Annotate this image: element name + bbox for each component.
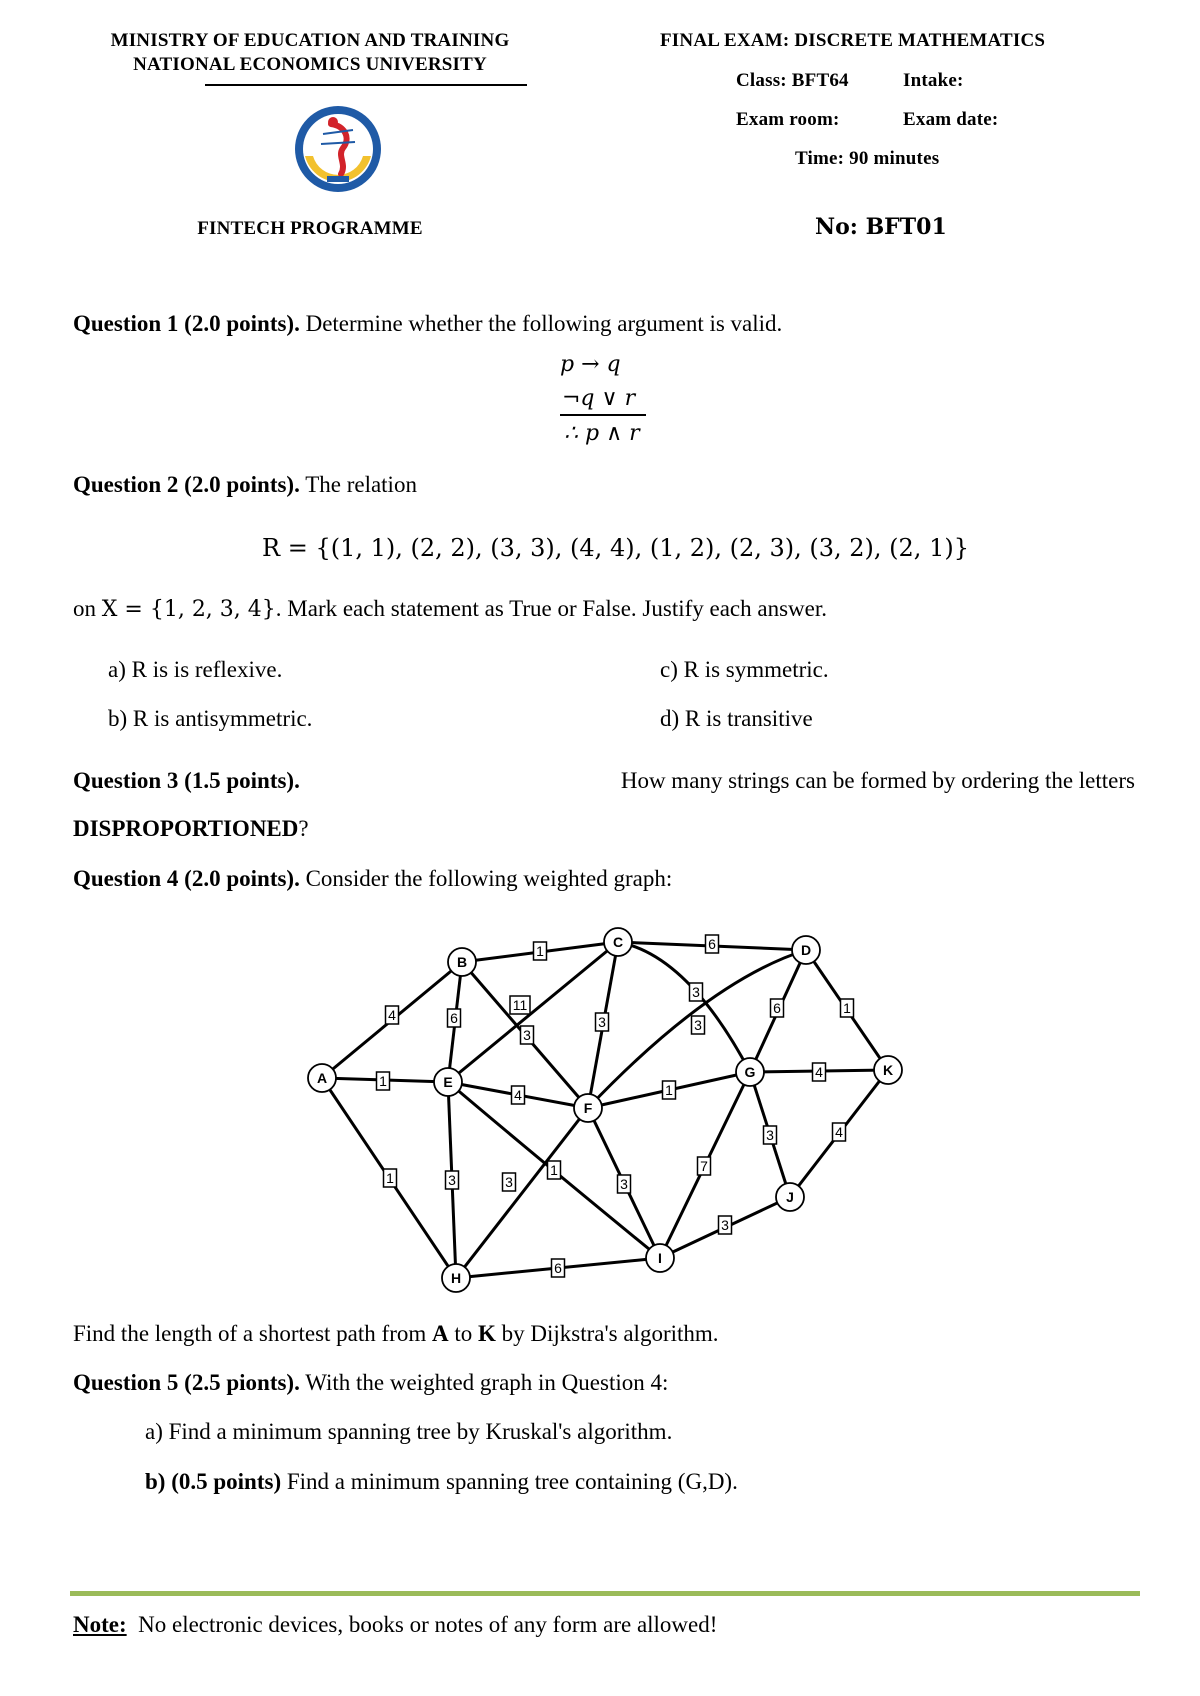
statement-d: d) R is transitive [660,706,813,731]
edge-f-h [456,1108,588,1278]
exam-room-label: Exam room: [736,109,840,130]
weight-label-h-i [552,1259,565,1277]
question-5 [73,1368,668,1398]
svg-text:F: F [583,1100,593,1116]
weight-label-i-j [719,1216,732,1234]
svg-text:7: 7 [700,1158,708,1174]
svg-text:1: 1 [843,1000,851,1016]
node-e [434,1068,462,1096]
weight-label-c-f [596,1013,609,1031]
task-text-post: by Dijkstra's algorithm. [495,1321,719,1346]
argument-rule [560,414,646,416]
task-target-node: K [478,1321,496,1346]
task-text-mid: to [448,1321,479,1346]
ministry-heading: MINISTRY OF EDUCATION AND TRAINING [110,30,510,51]
svg-text:1: 1 [386,1170,394,1186]
svg-text:4: 4 [514,1087,522,1103]
node-f [574,1094,602,1122]
weight-label-a-e [377,1072,390,1090]
graph-nodes [308,928,902,1292]
exam-date-label: Exam date: [903,109,999,130]
svg-text:I: I [658,1250,662,1266]
weight-label-d-g [771,999,784,1017]
svg-text:3: 3 [598,1014,606,1030]
question-3-end: ? [298,816,309,841]
weight-label-f-h [503,1173,516,1191]
question-3-text: How many strings can be formed by ordering the letters [620,768,1135,793]
svg-text:3: 3 [721,1217,729,1233]
question-3-word: DISPROPORTIONED [73,816,299,841]
question-2 [73,470,417,500]
svg-text:1: 1 [536,943,544,959]
svg-text:3: 3 [692,984,700,1000]
node-g [736,1058,764,1086]
node-k [874,1056,902,1084]
weight-label-d-f [692,1016,705,1034]
svg-text:3: 3 [694,1017,702,1033]
node-i [646,1244,674,1272]
svg-text:A: A [316,1070,328,1086]
weight-label-c-e [510,996,530,1014]
svg-text:3: 3 [448,1172,456,1188]
weight-label-f-g [663,1081,676,1099]
svg-text:B: B [456,954,468,970]
programme-label: FINTECH PROGRAMME [197,218,423,239]
svg-text:3: 3 [620,1176,628,1192]
svg-text:6: 6 [450,1010,458,1026]
university-logo [293,104,383,194]
question-5-part-b [145,1467,738,1497]
note-label: Note: [73,1612,127,1637]
conclusion: ∴ p ∧ r [564,421,640,446]
weight-label-b-f [521,1026,534,1044]
class-label: Class: BFT64 [736,70,849,91]
weight-label-g-i [698,1157,711,1175]
statement-c: c) R is symmetric. [660,657,829,682]
node-d [792,936,820,964]
question-5-part-a: a) Find a minimum spanning tree by Kruskal's algorithm. [145,1419,673,1444]
set-instruction: . Mark each statement as True or False. Justify each answer. [275,596,828,621]
node-j [776,1183,804,1211]
svg-text:1: 1 [550,1162,558,1178]
question-1-title: Question 1 (2.0 points). [73,311,300,336]
task-source-node: A [432,1321,449,1346]
question-3-line-1 [73,766,1135,796]
header-underline [205,84,527,86]
question-4-text: Consider the following weighted graph: [305,866,673,891]
svg-text:6: 6 [554,1260,562,1276]
svg-text:1: 1 [379,1073,387,1089]
weight-label-f-i [618,1175,631,1193]
svg-text:11: 11 [512,997,528,1013]
weight-label-g-j [764,1126,777,1144]
question-5-text: With the weighted graph in Question 4: [305,1370,669,1395]
question-5-title: Question 5 (2.5 pionts). [73,1370,300,1395]
weight-label-d-k [841,999,854,1017]
node-b [448,948,476,976]
weight-label-e-h [446,1171,459,1189]
svg-text:J: J [786,1189,794,1205]
svg-text:1: 1 [665,1082,673,1098]
node-c [604,928,632,956]
time-label: Time: 90 minutes [795,148,940,169]
set-prefix: on [73,596,102,621]
question-4-task [73,1319,719,1349]
svg-text:H: H [450,1270,462,1286]
question-5-part-b-text: Find a minimum spanning tree containing (G,D). [286,1469,738,1494]
task-text-pre: Find the length of a shortest path from [73,1321,432,1346]
intake-label: Intake: [903,70,964,91]
svg-text:K: K [882,1062,894,1078]
weight-label-c-g [690,983,703,1001]
statement-b: b) R is antisymmetric. [108,706,313,731]
weighted-graph [290,910,910,1300]
question-1-text: Determine whether the following argument is valid. [305,311,783,336]
node-a [308,1064,336,1092]
question-4 [73,864,672,894]
weight-label-e-i [548,1161,561,1179]
weight-label-a-h [384,1169,397,1187]
premise-1: p → q [560,352,621,377]
set-definition: X = {1, 2, 3, 4} [101,597,276,622]
relation-definition: R = {(1, 1), (2, 2), (3, 3), (4, 4), (1, 2), (2, 3), (3, 2), (2, 1)} [262,534,969,562]
svg-text:4: 4 [388,1007,396,1023]
question-2-title: Question 2 (2.0 points). [73,472,300,497]
statement-a: a) R is is reflexive. [108,657,283,682]
footer-rule [70,1591,1140,1596]
university-heading: NATIONAL ECONOMICS UNIVERSITY [133,54,487,75]
exam-title: FINAL EXAM: DISCRETE MATHEMATICS [660,30,1046,51]
weight-label-b-e [448,1009,461,1027]
svg-text:G: G [744,1064,756,1080]
question-2-text: The relation [305,472,417,497]
note-text: No electronic devices, books or notes of any form are allowed! [138,1612,718,1637]
svg-text:3: 3 [523,1027,531,1043]
svg-text:D: D [800,942,812,958]
svg-text:3: 3 [505,1174,513,1190]
svg-text:C: C [612,934,624,950]
svg-text:4: 4 [815,1064,823,1080]
exam-number: No: BFT01 [815,214,947,240]
weight-label-k-j [833,1123,846,1141]
svg-text:E: E [443,1074,453,1090]
question-3-title: Question 3 (1.5 points). [73,768,300,793]
relation-set-line [73,594,827,625]
svg-text:3: 3 [766,1127,774,1143]
weight-label-b-c [534,942,547,960]
question-4-title: Question 4 (2.0 points). [73,866,300,891]
question-5-part-b-title: b) (0.5 points) [145,1469,282,1494]
premise-2: ¬q ∨ r [562,386,636,411]
svg-text:6: 6 [773,1000,781,1016]
weight-label-e-f [512,1086,525,1104]
question-1 [73,309,782,339]
weight-label-c-d [706,935,719,953]
svg-text:4: 4 [835,1124,843,1140]
weight-label-a-b [386,1006,399,1024]
weight-label-g-k [813,1063,826,1081]
graph-edges [322,942,888,1278]
edge-c-g [618,942,750,1072]
node-h [442,1264,470,1292]
svg-text:6: 6 [708,936,716,952]
question-3-line-2 [73,814,309,844]
footer-note [73,1610,717,1640]
